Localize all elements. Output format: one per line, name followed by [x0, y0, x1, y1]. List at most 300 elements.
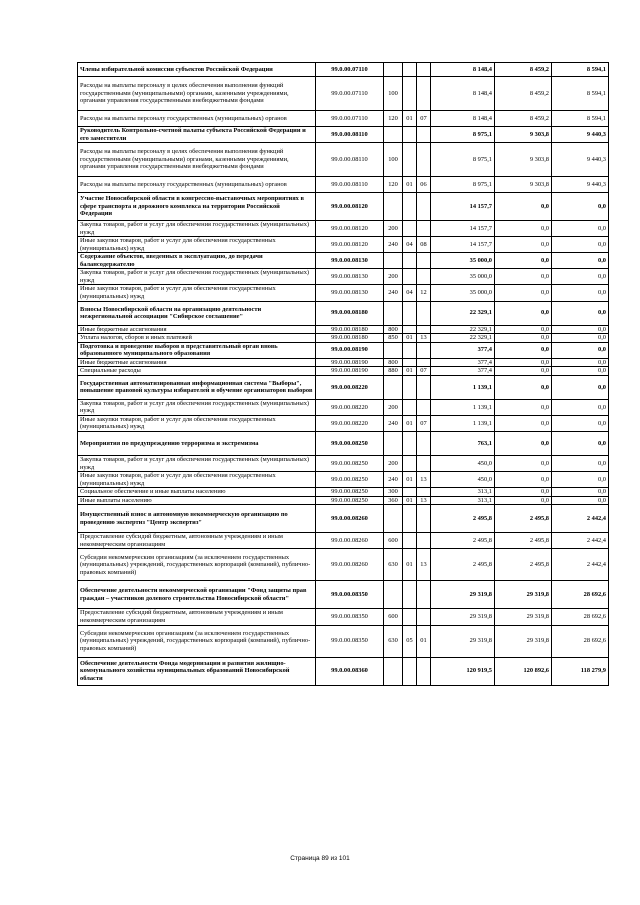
row-vr: 240 — [384, 237, 403, 253]
row-vr: 800 — [384, 325, 403, 334]
row-pr — [417, 657, 431, 685]
row-pr: 07 — [417, 111, 431, 127]
row-rz — [403, 505, 417, 533]
row-code: 99.0.00.08190 — [316, 342, 384, 358]
row-value-2: 0,0 — [495, 334, 552, 343]
row-value-3: 0,0 — [552, 375, 609, 399]
row-pr — [417, 77, 431, 111]
row-pr: 13 — [417, 549, 431, 581]
row-pr — [417, 193, 431, 221]
row-value-2: 0,0 — [495, 367, 552, 376]
row-value-1: 14 157,7 — [431, 221, 495, 237]
row-vr: 850 — [384, 334, 403, 343]
row-vr — [384, 193, 403, 221]
table-row — [78, 334, 609, 343]
row-vr: 630 — [384, 549, 403, 581]
row-rz — [403, 127, 417, 143]
row-vr: 200 — [384, 269, 403, 285]
row-value-2: 2 495,8 — [495, 533, 552, 549]
row-value-3: 0,0 — [552, 269, 609, 285]
row-value-3: 0,0 — [552, 334, 609, 343]
row-value-1: 35 000,0 — [431, 285, 495, 301]
row-value-2: 2 495,8 — [495, 505, 552, 533]
row-value-1: 29 319,8 — [431, 609, 495, 625]
row-value-2: 0,0 — [495, 193, 552, 221]
row-code: 99.0.00.07110 — [316, 111, 384, 127]
table-row — [78, 625, 609, 657]
row-value-3: 0,0 — [552, 325, 609, 334]
row-rz — [403, 325, 417, 334]
table-row — [78, 301, 609, 325]
row-value-2: 8 459,2 — [495, 63, 552, 77]
row-value-2: 0,0 — [495, 285, 552, 301]
table-row — [78, 193, 609, 221]
row-value-1: 313,1 — [431, 496, 495, 505]
row-code: 99.0.00.08180 — [316, 334, 384, 343]
row-pr — [417, 609, 431, 625]
row-value-1: 29 319,8 — [431, 581, 495, 609]
row-value-3: 9 440,3 — [552, 177, 609, 193]
row-vr: 360 — [384, 496, 403, 505]
row-value-1: 2 495,8 — [431, 533, 495, 549]
row-value-2: 0,0 — [495, 301, 552, 325]
row-pr — [417, 456, 431, 472]
row-name: Расходы на выплаты персоналу в целях обеспечения выполнения функций государственными (муниципальными) органами, казенными учреждениями, органами управления государственными внебюджетными фондами — [78, 143, 316, 177]
table-row — [78, 657, 609, 685]
row-vr — [384, 127, 403, 143]
row-rz — [403, 193, 417, 221]
row-value-2: 0,0 — [495, 432, 552, 456]
row-name: Иные бюджетные ассигнования — [78, 358, 316, 367]
row-value-1: 14 157,7 — [431, 193, 495, 221]
row-value-3: 0,0 — [552, 253, 609, 269]
table-row — [78, 221, 609, 237]
row-value-3: 2 442,4 — [552, 505, 609, 533]
row-name: Расходы на выплаты персоналу государственных (муниципальных) органов — [78, 111, 316, 127]
row-value-1: 313,1 — [431, 488, 495, 497]
row-rz — [403, 432, 417, 456]
row-value-1: 8 975,1 — [431, 127, 495, 143]
table-row — [78, 472, 609, 488]
row-pr — [417, 63, 431, 77]
row-vr: 200 — [384, 221, 403, 237]
page-footer — [0, 855, 640, 862]
row-rz — [403, 358, 417, 367]
row-value-3: 28 692,6 — [552, 581, 609, 609]
row-code: 99.0.00.08250 — [316, 488, 384, 497]
row-value-1: 1 139,1 — [431, 375, 495, 399]
row-rz — [403, 609, 417, 625]
table-row — [78, 63, 609, 77]
row-value-3: 0,0 — [552, 358, 609, 367]
table-row — [78, 269, 609, 285]
row-pr: 08 — [417, 237, 431, 253]
table-row — [78, 143, 609, 177]
row-rz — [403, 77, 417, 111]
table-row — [78, 549, 609, 581]
row-code: 99.0.00.08130 — [316, 285, 384, 301]
row-value-3: 9 440,3 — [552, 127, 609, 143]
row-pr — [417, 399, 431, 415]
row-value-3: 118 279,9 — [552, 657, 609, 685]
row-value-2: 0,0 — [495, 496, 552, 505]
row-value-3: 8 594,1 — [552, 77, 609, 111]
row-value-1: 377,4 — [431, 342, 495, 358]
row-name: Закупка товаров, работ и услуг для обеспечения государственных (муниципальных) нужд — [78, 456, 316, 472]
row-pr — [417, 342, 431, 358]
row-pr — [417, 488, 431, 497]
row-value-2: 0,0 — [495, 358, 552, 367]
row-code: 99.0.00.08350 — [316, 609, 384, 625]
row-vr — [384, 581, 403, 609]
row-value-3: 0,0 — [552, 193, 609, 221]
row-code: 99.0.00.08110 — [316, 177, 384, 193]
row-rz: 01 — [403, 111, 417, 127]
row-name: Члены избирательной комиссии субъектов Российской Федерации — [78, 63, 316, 77]
row-pr — [417, 533, 431, 549]
row-value-1: 450,0 — [431, 472, 495, 488]
row-value-1: 8 148,4 — [431, 77, 495, 111]
row-rz — [403, 657, 417, 685]
row-pr — [417, 221, 431, 237]
row-vr: 240 — [384, 472, 403, 488]
row-value-1: 22 329,1 — [431, 325, 495, 334]
table-row — [78, 177, 609, 193]
row-value-1: 2 495,8 — [431, 549, 495, 581]
row-code: 99.0.00.08220 — [316, 415, 384, 431]
row-name: Содержание объектов, введенных в эксплуатацию, до передачи балансодержателю — [78, 253, 316, 269]
row-code: 99.0.00.07110 — [316, 63, 384, 77]
row-value-2: 2 495,8 — [495, 549, 552, 581]
table-row — [78, 488, 609, 497]
row-code: 99.0.00.08190 — [316, 367, 384, 376]
row-name: Расходы на выплаты персоналу в целях обеспечения выполнения функций государственными (муниципальными) органами, казенными учреждениями, органами управления государственными внебюджетными фондами — [78, 77, 316, 111]
row-value-2: 120 892,6 — [495, 657, 552, 685]
row-name: Обеспечение деятельности некоммерческой организации "Фонд защиты прав граждан – участников долевого строительства Новосибирской области" — [78, 581, 316, 609]
row-vr — [384, 63, 403, 77]
row-value-3: 0,0 — [552, 472, 609, 488]
row-value-3: 0,0 — [552, 415, 609, 431]
row-pr: 13 — [417, 472, 431, 488]
row-name: Закупка товаров, работ и услуг для обеспечения государственных (муниципальных) нужд — [78, 399, 316, 415]
row-value-1: 377,4 — [431, 358, 495, 367]
row-vr: 200 — [384, 399, 403, 415]
row-code: 99.0.00.08350 — [316, 625, 384, 657]
row-name: Уплата налогов, сборов и иных платежей — [78, 334, 316, 343]
budget-table-page — [77, 62, 609, 686]
row-value-3: 9 440,3 — [552, 143, 609, 177]
table-row — [78, 237, 609, 253]
row-value-1: 22 329,1 — [431, 334, 495, 343]
row-code: 99.0.00.08260 — [316, 505, 384, 533]
row-name: Расходы на выплаты персоналу государственных (муниципальных) органов — [78, 177, 316, 193]
row-value-3: 2 442,4 — [552, 549, 609, 581]
row-value-2: 0,0 — [495, 269, 552, 285]
row-pr — [417, 375, 431, 399]
row-value-2: 0,0 — [495, 325, 552, 334]
row-rz — [403, 399, 417, 415]
page-number: Страница 89 из 101 — [290, 855, 350, 862]
row-name: Субсидии некоммерческим организациям (за исключением государственных (муниципальных) учреждений, государственных корпораций (компаний), публично-правовых компаний) — [78, 625, 316, 657]
row-name: Обеспечение деятельности Фонда модернизации и развития жилищно-коммунального хозяйства муниципальных образований Новосибирской области — [78, 657, 316, 685]
row-name: Закупка товаров, работ и услуг для обеспечения государственных (муниципальных) нужд — [78, 221, 316, 237]
row-value-3: 0,0 — [552, 432, 609, 456]
row-pr: 01 — [417, 625, 431, 657]
row-pr: 13 — [417, 496, 431, 505]
row-name: Иные выплаты населению — [78, 496, 316, 505]
row-value-3: 8 594,1 — [552, 111, 609, 127]
row-pr — [417, 301, 431, 325]
row-value-3: 0,0 — [552, 496, 609, 505]
row-rz — [403, 143, 417, 177]
table-row — [78, 456, 609, 472]
row-code: 99.0.00.08120 — [316, 193, 384, 221]
table-row — [78, 77, 609, 111]
table-row — [78, 581, 609, 609]
row-value-2: 0,0 — [495, 253, 552, 269]
row-vr: 300 — [384, 488, 403, 497]
row-value-3: 0,0 — [552, 342, 609, 358]
table-row — [78, 367, 609, 376]
row-value-1: 29 319,8 — [431, 625, 495, 657]
row-name: Иные закупки товаров, работ и услуг для обеспечения государственных (муниципальных) нужд — [78, 415, 316, 431]
row-value-3: 28 692,6 — [552, 609, 609, 625]
row-name: Социальное обеспечение и иные выплаты населению — [78, 488, 316, 497]
row-name: Имущественный взнос в автономную некоммерческую организацию по проведению экспертиз "Центр экспертиз" — [78, 505, 316, 533]
row-value-2: 0,0 — [495, 415, 552, 431]
row-vr: 630 — [384, 625, 403, 657]
row-value-1: 120 919,5 — [431, 657, 495, 685]
row-rz — [403, 488, 417, 497]
row-value-2: 0,0 — [495, 399, 552, 415]
row-rz: 01 — [403, 549, 417, 581]
table-row — [78, 496, 609, 505]
row-value-2: 29 319,8 — [495, 609, 552, 625]
row-value-1: 8 975,1 — [431, 177, 495, 193]
row-code: 99.0.00.08250 — [316, 456, 384, 472]
row-value-3: 0,0 — [552, 221, 609, 237]
row-pr — [417, 253, 431, 269]
row-value-2: 9 303,8 — [495, 143, 552, 177]
row-value-3: 0,0 — [552, 456, 609, 472]
row-value-1: 14 157,7 — [431, 237, 495, 253]
row-value-3: 0,0 — [552, 237, 609, 253]
table-row — [78, 127, 609, 143]
row-name: Подготовка и проведение выборов в представительный орган вновь образованного муниципального образования — [78, 342, 316, 358]
row-vr: 200 — [384, 456, 403, 472]
row-code: 99.0.00.08260 — [316, 533, 384, 549]
row-rz — [403, 581, 417, 609]
row-vr: 240 — [384, 285, 403, 301]
row-value-1: 1 139,1 — [431, 399, 495, 415]
row-name: Государственная автоматизированная информационная система "Выборы", повышение правовой культуры избирателей и обучение организаторов выборов — [78, 375, 316, 399]
row-vr: 120 — [384, 177, 403, 193]
row-code: 99.0.00.08110 — [316, 127, 384, 143]
row-pr — [417, 358, 431, 367]
row-code: 99.0.00.08360 — [316, 657, 384, 685]
row-rz — [403, 301, 417, 325]
table-row — [78, 399, 609, 415]
row-rz — [403, 269, 417, 285]
row-vr — [384, 342, 403, 358]
row-rz — [403, 253, 417, 269]
row-value-2: 0,0 — [495, 342, 552, 358]
row-value-3: 0,0 — [552, 399, 609, 415]
table-row — [78, 533, 609, 549]
row-code: 99.0.00.08120 — [316, 237, 384, 253]
row-value-1: 2 495,8 — [431, 505, 495, 533]
row-vr: 120 — [384, 111, 403, 127]
row-pr — [417, 325, 431, 334]
row-pr: 06 — [417, 177, 431, 193]
row-rz: 01 — [403, 415, 417, 431]
row-code: 99.0.00.08180 — [316, 325, 384, 334]
row-name: Специальные расходы — [78, 367, 316, 376]
row-name: Предоставление субсидий бюджетным, автономным учреждениям и иным некоммерческим организациям — [78, 609, 316, 625]
table-row — [78, 342, 609, 358]
row-value-2: 9 303,8 — [495, 177, 552, 193]
row-value-3: 2 442,4 — [552, 533, 609, 549]
row-vr: 100 — [384, 77, 403, 111]
row-pr — [417, 127, 431, 143]
row-code: 99.0.00.08250 — [316, 496, 384, 505]
row-value-1: 450,0 — [431, 456, 495, 472]
row-pr — [417, 432, 431, 456]
row-rz: 01 — [403, 334, 417, 343]
table-row — [78, 253, 609, 269]
row-code: 99.0.00.08130 — [316, 253, 384, 269]
row-vr — [384, 657, 403, 685]
row-vr: 600 — [384, 609, 403, 625]
row-rz: 01 — [403, 177, 417, 193]
row-pr: 07 — [417, 415, 431, 431]
row-value-1: 8 975,1 — [431, 143, 495, 177]
row-code: 99.0.00.07110 — [316, 77, 384, 111]
table-row — [78, 111, 609, 127]
row-vr: 600 — [384, 533, 403, 549]
row-rz — [403, 375, 417, 399]
row-name: Предоставление субсидий бюджетным, автономным учреждениям и иным некоммерческим организациям — [78, 533, 316, 549]
row-value-2: 0,0 — [495, 456, 552, 472]
row-name: Иные закупки товаров, работ и услуг для обеспечения государственных (муниципальных) нужд — [78, 472, 316, 488]
row-code: 99.0.00.08350 — [316, 581, 384, 609]
table-row — [78, 415, 609, 431]
row-code: 99.0.00.08260 — [316, 549, 384, 581]
row-rz — [403, 533, 417, 549]
row-value-3: 0,0 — [552, 301, 609, 325]
row-name: Участие Новосибирской области в конгрессно-выставочных мероприятиях в сфере транспорта и дорожного комплекса на территории Российской Федерации — [78, 193, 316, 221]
row-vr — [384, 375, 403, 399]
row-code: 99.0.00.08180 — [316, 301, 384, 325]
row-vr — [384, 253, 403, 269]
row-code: 99.0.00.08220 — [316, 375, 384, 399]
row-name: Иные закупки товаров, работ и услуг для обеспечения государственных (муниципальных) нужд — [78, 237, 316, 253]
row-pr: 13 — [417, 334, 431, 343]
table-row — [78, 375, 609, 399]
row-rz: 01 — [403, 496, 417, 505]
row-vr — [384, 505, 403, 533]
row-pr — [417, 143, 431, 177]
row-name: Мероприятия по предупреждению терроризма и экстремизма — [78, 432, 316, 456]
table-row — [78, 432, 609, 456]
row-value-2: 29 319,8 — [495, 625, 552, 657]
row-code: 99.0.00.08110 — [316, 143, 384, 177]
row-code: 99.0.00.08250 — [316, 432, 384, 456]
row-value-1: 8 148,4 — [431, 63, 495, 77]
table-row — [78, 325, 609, 334]
row-name: Закупка товаров, работ и услуг для обеспечения государственных (муниципальных) нужд — [78, 269, 316, 285]
row-value-2: 9 303,8 — [495, 127, 552, 143]
row-pr — [417, 269, 431, 285]
row-rz — [403, 63, 417, 77]
row-rz: 05 — [403, 625, 417, 657]
row-vr: 100 — [384, 143, 403, 177]
row-name: Иные бюджетные ассигнования — [78, 325, 316, 334]
row-rz — [403, 221, 417, 237]
row-value-2: 0,0 — [495, 237, 552, 253]
row-vr — [384, 301, 403, 325]
row-value-1: 763,1 — [431, 432, 495, 456]
row-value-1: 8 148,4 — [431, 111, 495, 127]
row-name: Иные закупки товаров, работ и услуг для обеспечения государственных (муниципальных) нужд — [78, 285, 316, 301]
budget-table — [77, 62, 609, 686]
row-rz — [403, 456, 417, 472]
row-code: 99.0.00.08130 — [316, 269, 384, 285]
row-value-2: 29 319,8 — [495, 581, 552, 609]
row-value-2: 0,0 — [495, 472, 552, 488]
row-pr: 12 — [417, 285, 431, 301]
row-rz: 01 — [403, 367, 417, 376]
row-value-1: 1 139,1 — [431, 415, 495, 431]
row-value-3: 8 594,1 — [552, 63, 609, 77]
row-name: Взносы Новосибирской области на организацию деятельности межрегиональной ассоциации "Сибирское соглашение" — [78, 301, 316, 325]
table-row — [78, 609, 609, 625]
row-value-3: 0,0 — [552, 488, 609, 497]
row-value-2: 8 459,2 — [495, 111, 552, 127]
row-name: Субсидии некоммерческим организациям (за исключением государственных (муниципальных) учреждений, государственных корпораций (компаний), публично-правовых компаний) — [78, 549, 316, 581]
row-pr: 07 — [417, 367, 431, 376]
row-value-3: 0,0 — [552, 285, 609, 301]
row-value-1: 35 000,0 — [431, 269, 495, 285]
row-code: 99.0.00.08220 — [316, 399, 384, 415]
row-code: 99.0.00.08250 — [316, 472, 384, 488]
row-value-2: 0,0 — [495, 221, 552, 237]
row-rz: 04 — [403, 237, 417, 253]
row-name: Руководитель Контрольно-счетной палаты субъекта Российской Федерации и его заместители — [78, 127, 316, 143]
row-value-3: 28 692,6 — [552, 625, 609, 657]
row-value-2: 8 459,2 — [495, 77, 552, 111]
table-row — [78, 285, 609, 301]
row-value-1: 35 000,0 — [431, 253, 495, 269]
row-vr: 240 — [384, 415, 403, 431]
table-row — [78, 505, 609, 533]
row-rz: 04 — [403, 285, 417, 301]
row-rz: 01 — [403, 472, 417, 488]
row-value-3: 0,0 — [552, 367, 609, 376]
row-rz — [403, 342, 417, 358]
row-vr: 880 — [384, 367, 403, 376]
row-vr: 800 — [384, 358, 403, 367]
row-code: 99.0.00.08120 — [316, 221, 384, 237]
row-value-1: 22 329,1 — [431, 301, 495, 325]
row-value-2: 0,0 — [495, 488, 552, 497]
row-value-1: 377,4 — [431, 367, 495, 376]
row-value-2: 0,0 — [495, 375, 552, 399]
row-vr — [384, 432, 403, 456]
table-row — [78, 358, 609, 367]
row-pr — [417, 505, 431, 533]
row-pr — [417, 581, 431, 609]
